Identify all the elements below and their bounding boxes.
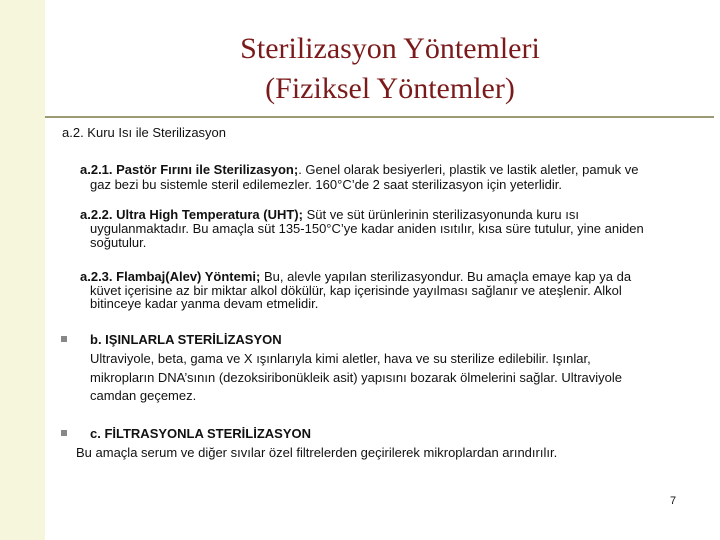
section-b-line2: mikropların DNA’sının (dezoksiribonükleik asit) yapısını bozarak ölmelerini sağlar. Ultraviyole bbox=[90, 370, 623, 385]
a23-line1 bbox=[80, 270, 631, 284]
page-number: 7 bbox=[670, 495, 677, 507]
section-a-heading: a.2. Kuru Isı ile Sterilizasyon bbox=[62, 125, 227, 140]
section-b-line3: camdan geçemez. bbox=[90, 388, 197, 403]
a21-text1: . Genel olarak besiyerleri, plastik ve lastik aletler, pamuk ve bbox=[298, 162, 639, 177]
a22-heading: a.2.2. Ultra High Temperatura (UHT); bbox=[80, 207, 303, 222]
a21-line1 bbox=[80, 163, 639, 177]
bullet-b bbox=[61, 336, 67, 342]
a23-text2: küvet içerisine az bir miktar alkol dökülür, kap içerisinde yayılması sağlanır ve ateşlenir. Alkol bbox=[90, 283, 622, 298]
a22-text3: soğutulur. bbox=[90, 235, 147, 250]
a23-text1: Bu, alevle yapılan sterilizasyondur. Bu amaçla emaye kap ya da bbox=[260, 269, 632, 284]
a22-text2: uygulanmaktadır. Bu amaçla süt 135-150°C’ye kadar aniden ısıtılır, kısa süre tutulur, yine aniden bbox=[90, 221, 644, 236]
slide-title-line1: Sterilizasyon Yöntemleri bbox=[240, 32, 540, 65]
left-decorative-band bbox=[0, 0, 45, 540]
section-c-heading: c. FİLTRASYONLA STERİLİZASYON bbox=[90, 426, 312, 441]
a22-line1 bbox=[80, 208, 579, 222]
a21-heading: a.2.1. Pastör Fırını ile Sterilizasyon; bbox=[80, 162, 299, 177]
a23-heading: a.2.3. Flambaj(Alev) Yöntemi; bbox=[80, 269, 261, 284]
slide-title-line2: (Fiziksel Yöntemler) bbox=[265, 72, 515, 105]
section-b-line1: Ultraviyole, beta, gama ve X ışınlarıyla kimi aletler, hava ve su sterilize edilebilir. Işınlar, bbox=[90, 351, 591, 366]
a22-text1: Süt ve süt ürünlerinin sterilizasyonunda kuru ısı bbox=[302, 207, 579, 222]
section-b-heading: b. IŞINLARLA STERİLİZASYON bbox=[90, 332, 282, 347]
bullet-c bbox=[61, 430, 67, 436]
a23-text3: bitinceye kadar yanma devam etmelidir. bbox=[90, 296, 319, 311]
title-divider bbox=[45, 116, 714, 118]
a21-text2: gaz bezi bu sistemle steril edilemezler. 160°C’de 2 saat sterilizasyon için yeterlidir. bbox=[90, 177, 562, 192]
section-c-line1: Bu amaçla serum ve diğer sıvılar özel filtrelerden geçirilerek mikroplardan arındırılır. bbox=[76, 445, 558, 460]
